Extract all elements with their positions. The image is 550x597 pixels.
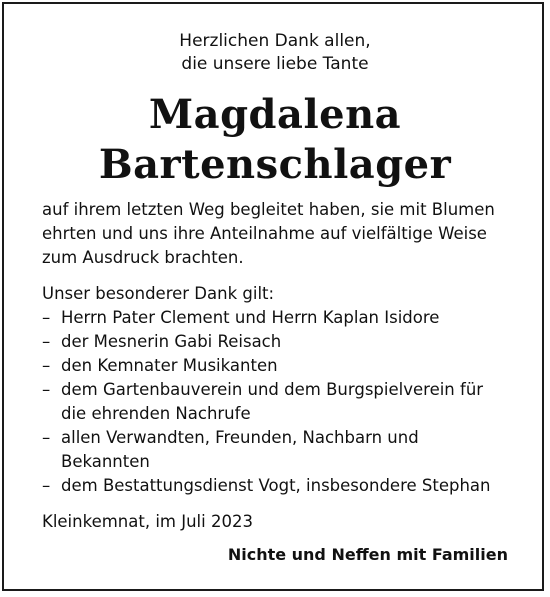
list-item-text: allen Verwandten, Freunden, Nachbarn und: [61, 428, 419, 447]
paragraph-line: auf ihrem letzten Weg begleitet haben, sie mit Blumen: [42, 200, 495, 219]
first-name: Magdalena: [148, 91, 402, 138]
list-item: [42, 474, 517, 498]
deceased-name: [0, 90, 550, 190]
intro-line: die unsere liebe Tante: [181, 54, 369, 74]
list-item: [42, 378, 517, 426]
thanks-heading: Unser besonderer Dank gilt:: [42, 284, 275, 303]
thanks-list: [42, 306, 517, 498]
intro-text: [0, 30, 550, 76]
list-item-text: Herrn Pater Clement und Herrn Kaplan Isidore: [61, 308, 440, 327]
list-item-text: die ehrenden Nachrufe: [61, 404, 251, 423]
dash-marker: –: [42, 308, 51, 327]
list-item-text: Bekannten: [61, 452, 150, 471]
paragraph-line: ehrten und uns ihre Anteilnahme auf vielfältige Weise: [42, 224, 487, 243]
dash-marker: –: [42, 380, 51, 399]
list-item: [42, 354, 517, 378]
list-item-text: dem Bestattungsdienst Vogt, insbesondere Stephan: [61, 476, 491, 495]
notice-body: [42, 198, 517, 534]
last-name: Bartenschlager: [98, 141, 452, 188]
list-item: [42, 426, 517, 474]
list-item-text: dem Gartenbauverein und dem Burgspielverein für: [61, 380, 484, 399]
list-item: [42, 306, 517, 330]
list-item-text: der Mesnerin Gabi Reisach: [61, 332, 282, 351]
dash-marker: –: [42, 428, 51, 447]
dash-marker: –: [42, 356, 51, 375]
signature: Nichte und Neffen mit Familien: [227, 545, 508, 564]
intro-line: Herzlichen Dank allen,: [179, 31, 371, 51]
list-item: [42, 330, 517, 354]
place-date: Kleinkemnat, im Juli 2023: [42, 512, 253, 531]
dash-marker: –: [42, 476, 51, 495]
paragraph-line: zum Ausdruck brachten.: [42, 248, 244, 267]
dash-marker: –: [42, 332, 51, 351]
list-item-text: den Kemnater Musikanten: [61, 356, 278, 375]
thanks-paragraph: [42, 198, 517, 270]
